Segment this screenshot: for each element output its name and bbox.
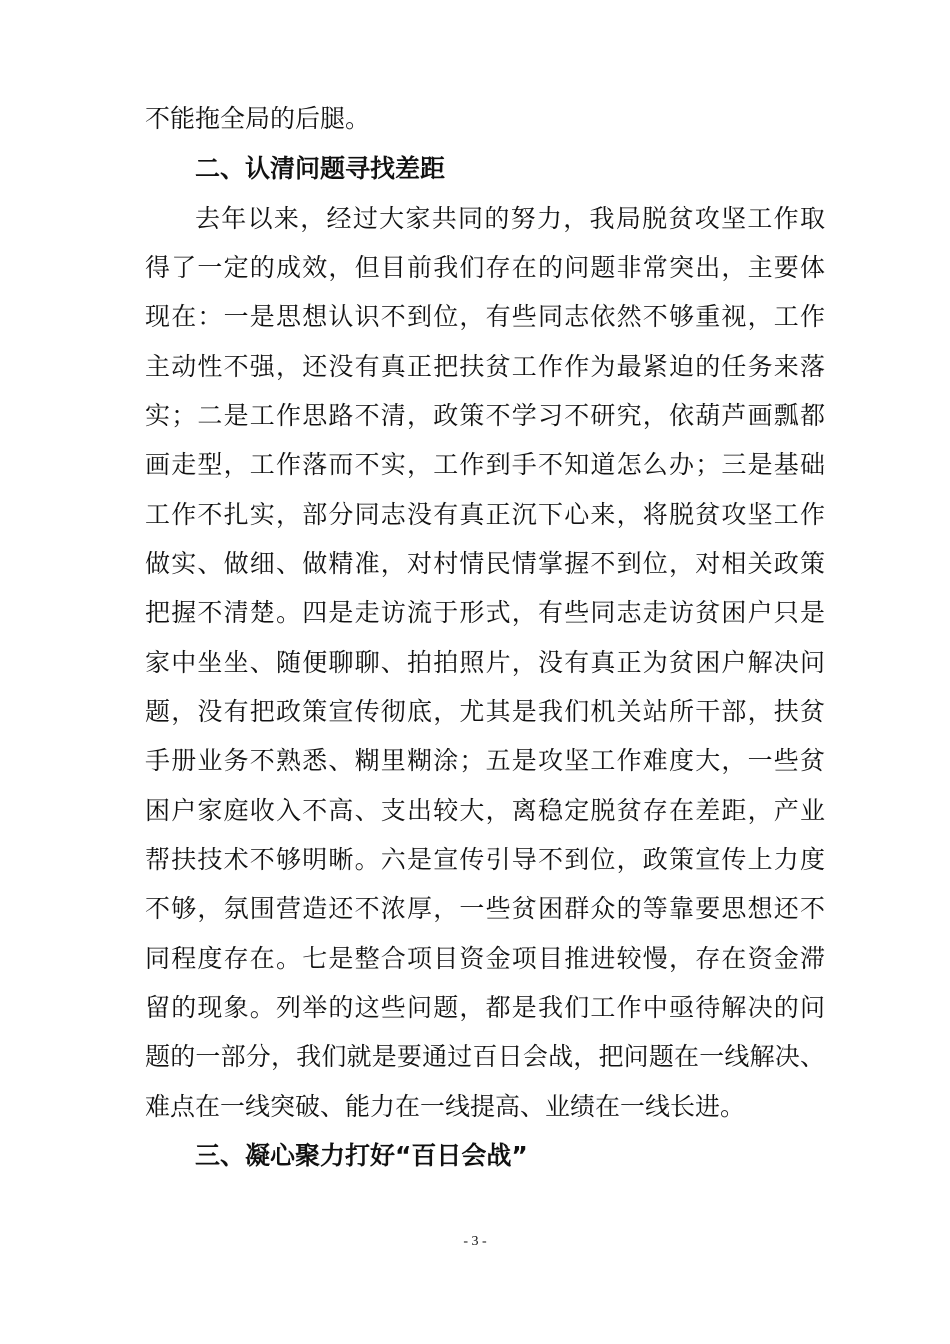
paragraph-line: 工作不扎实，部分同志没有真正沉下心来，将脱贫攻坚工作 (145, 500, 825, 529)
paragraph-line: 困户家庭收入不高、支出较大，离稳定脱贫存在差距，产业 (145, 796, 825, 825)
paragraph-line: 现在：一是思想认识不到位，有些同志依然不够重视，工作 (145, 302, 825, 331)
paragraph-line: 题的一部分，我们就是要通过百日会战，把问题在一线解决、 (145, 1042, 825, 1071)
paragraph-line: 题，没有把政策宣传彻底，尤其是我们机关站所干部，扶贫 (145, 697, 825, 726)
paragraph-line: 做实、做细、做精准，对村情民情掌握不到位，对相关政策 (145, 549, 825, 578)
paragraph-line: 手册业务不熟悉、糊里糊涂；五是攻坚工作难度大，一些贫 (145, 746, 825, 775)
paragraph-line: 同程度存在。七是整合项目资金项目推进较慢，存在资金滞 (145, 944, 825, 973)
paragraph-line: 帮扶技术不够明晰。六是宣传引导不到位，政策宣传上力度 (145, 845, 825, 874)
paragraph-line: 不能拖全局的后腿。 (145, 104, 371, 133)
paragraph-line: 不够，氛围营造还不浓厚，一些贫困群众的等靠要思想还不 (145, 894, 825, 923)
paragraph-line: 实；二是工作思路不清，政策不学习不研究，依葫芦画瓢都 (145, 401, 825, 430)
paragraph-line: 难点在一线突破、能力在一线提高、业绩在一线长进。 (145, 1092, 746, 1121)
paragraph-line: 留的现象。列举的这些问题，都是我们工作中亟待解决的问 (145, 993, 825, 1022)
paragraph-line: 画走型，工作落而不实，工作到手不知道怎么办；三是基础 (145, 450, 825, 479)
paragraph-line: 家中坐坐、随便聊聊、拍拍照片，没有真正为贫困户解决问 (145, 648, 825, 677)
page-number: - 3 - (463, 1234, 487, 1249)
paragraph-line: 把握不清楚。四是走访流于形式，有些同志走访贫困户只是 (145, 598, 825, 627)
section-heading-2: 二、认清问题寻找差距 (195, 154, 446, 183)
section-heading-3: 三、凝心聚力打好“百日会战” (195, 1141, 528, 1170)
paragraph-line: 主动性不强，还没有真正把扶贫工作作为最紧迫的任务来落 (145, 352, 825, 381)
paragraph-line: 去年以来，经过大家共同的努力，我局脱贫攻坚工作取 (195, 204, 825, 233)
paragraph-line: 得了一定的成效，但目前我们存在的问题非常突出，主要体 (145, 253, 825, 282)
